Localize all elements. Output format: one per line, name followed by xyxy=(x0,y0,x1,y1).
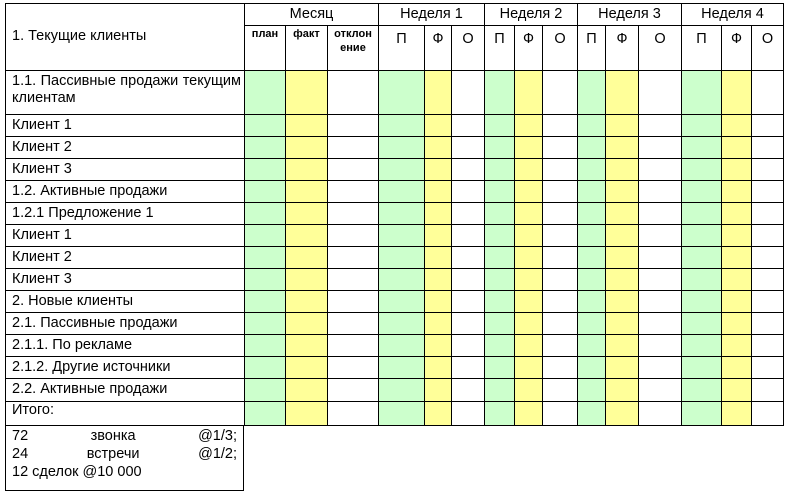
cell-week-4-fact[interactable] xyxy=(721,180,752,203)
cell-month-fact[interactable] xyxy=(285,114,328,137)
cell-month-deviation[interactable] xyxy=(327,356,379,379)
cell-week-1-deviation[interactable] xyxy=(451,70,485,115)
cell-week-3-plan[interactable] xyxy=(577,136,606,159)
cell-week-4-deviation[interactable] xyxy=(751,334,784,357)
cell-month-plan[interactable] xyxy=(244,334,286,357)
note-meetings-label: встречи xyxy=(86,446,140,463)
cell-week-4-deviation[interactable] xyxy=(751,158,784,181)
cell-week-2-deviation[interactable] xyxy=(542,224,578,247)
cell-week-3-deviation[interactable] xyxy=(638,268,682,291)
header-month: Месяц xyxy=(244,3,379,26)
cell-week-1-fact[interactable] xyxy=(424,312,452,335)
header-week-1: Неделя 1 xyxy=(378,3,485,26)
cell-week-4-plan[interactable] xyxy=(681,312,722,335)
cell-week-1-plan[interactable] xyxy=(378,334,425,357)
cell-week-4-plan[interactable] xyxy=(681,180,722,203)
cell-week-3-plan[interactable] xyxy=(577,378,606,402)
cell-week-4-deviation[interactable] xyxy=(751,401,784,426)
cell-week-2-plan[interactable] xyxy=(484,158,515,181)
cell-month-plan[interactable] xyxy=(244,246,286,269)
cell-week-2-plan[interactable] xyxy=(484,246,515,269)
note-meetings-count: 24 xyxy=(12,446,29,463)
cell-week-4-deviation[interactable] xyxy=(751,180,784,203)
cell-week-4-plan[interactable] xyxy=(681,268,722,291)
cell-week-1-fact[interactable] xyxy=(424,290,452,313)
cell-week-2-fact[interactable] xyxy=(514,312,543,335)
cell-week-3-plan[interactable] xyxy=(577,312,606,335)
cell-week-3-deviation[interactable] xyxy=(638,202,682,225)
cell-month-fact[interactable] xyxy=(285,202,328,225)
cell-week-4-deviation[interactable] xyxy=(751,224,784,247)
cell-week-3-deviation[interactable] xyxy=(638,114,682,137)
cell-month-deviation[interactable] xyxy=(327,334,379,357)
cell-week-4-fact[interactable] xyxy=(721,378,752,402)
cell-week-2-deviation[interactable] xyxy=(542,268,578,291)
cell-week-3-plan[interactable] xyxy=(577,268,606,291)
row-label: 1.2. Активные продажи xyxy=(5,180,245,203)
header-week-2: Неделя 2 xyxy=(484,3,578,26)
cell-month-fact[interactable] xyxy=(285,70,328,115)
cell-week-2-fact[interactable] xyxy=(514,70,543,115)
cell-week-1-plan[interactable] xyxy=(378,401,425,426)
row-label: Клиент 3 xyxy=(5,158,245,181)
cell-week-2-plan[interactable] xyxy=(484,356,515,379)
cell-month-plan[interactable] xyxy=(244,224,286,247)
row-label: Клиент 1 xyxy=(5,114,245,137)
cell-week-4-deviation[interactable] xyxy=(751,136,784,159)
header-week-3: Неделя 3 xyxy=(577,3,682,26)
cell-week-1-fact[interactable] xyxy=(424,378,452,402)
cell-week-4-deviation[interactable] xyxy=(751,312,784,335)
cell-week-2-fact[interactable] xyxy=(514,268,543,291)
cell-week-2-plan[interactable] xyxy=(484,180,515,203)
cell-week-2-plan[interactable] xyxy=(484,70,515,115)
cell-month-plan[interactable] xyxy=(244,268,286,291)
row-label: 1.2.1 Предложение 1 xyxy=(5,202,245,225)
cell-week-2-fact[interactable] xyxy=(514,246,543,269)
cell-week-2-deviation[interactable] xyxy=(542,356,578,379)
cell-month-deviation[interactable] xyxy=(327,246,379,269)
cell-week-4-fact[interactable] xyxy=(721,114,752,137)
cell-month-deviation[interactable] xyxy=(327,290,379,313)
cell-week-3-fact[interactable] xyxy=(605,202,639,225)
cell-week-3-deviation[interactable] xyxy=(638,224,682,247)
cell-month-deviation[interactable] xyxy=(327,312,379,335)
note-meetings-rate: @1/2; xyxy=(198,446,237,463)
cell-week-4-deviation[interactable] xyxy=(751,356,784,379)
note-calls-count: 72 xyxy=(12,428,29,444)
sales-plan-table xyxy=(5,3,783,491)
cell-week-4-deviation[interactable] xyxy=(751,202,784,225)
cell-week-3-plan[interactable] xyxy=(577,334,606,357)
cell-week-3-deviation[interactable] xyxy=(638,70,682,115)
cell-week-2-deviation[interactable] xyxy=(542,202,578,225)
cell-month-deviation[interactable] xyxy=(327,378,379,402)
cell-week-3-fact[interactable] xyxy=(605,312,639,335)
header-week-4: Неделя 4 xyxy=(681,3,784,26)
cell-week-3-plan[interactable] xyxy=(577,70,606,115)
subheader-week-3-deviation: О xyxy=(638,25,682,71)
subheader-week-3-plan: П xyxy=(577,25,606,71)
cell-week-3-deviation[interactable] xyxy=(638,180,682,203)
cell-week-3-deviation[interactable] xyxy=(638,356,682,379)
cell-month-plan[interactable] xyxy=(244,114,286,137)
subheader-week-4-deviation: О xyxy=(751,25,784,71)
cell-week-3-plan[interactable] xyxy=(577,180,606,203)
row-label: 1.1. Пассивные продажи текущим клиентам xyxy=(5,70,245,115)
cell-week-3-fact[interactable] xyxy=(605,378,639,402)
cell-week-3-plan[interactable] xyxy=(577,158,606,181)
cell-month-plan[interactable] xyxy=(244,158,286,181)
cell-week-2-plan[interactable] xyxy=(484,136,515,159)
cell-month-fact[interactable] xyxy=(285,268,328,291)
subheader-week-4-plan: П xyxy=(681,25,722,71)
cell-week-1-plan[interactable] xyxy=(378,290,425,313)
cell-week-3-fact[interactable] xyxy=(605,246,639,269)
cell-week-4-fact[interactable] xyxy=(721,290,752,313)
cell-week-4-fact[interactable] xyxy=(721,356,752,379)
cell-week-2-plan[interactable] xyxy=(484,268,515,291)
cell-week-3-deviation[interactable] xyxy=(638,334,682,357)
cell-week-1-deviation[interactable] xyxy=(451,158,485,181)
note-calls-label: звонка xyxy=(90,428,136,444)
cell-week-2-plan[interactable] xyxy=(484,202,515,225)
cell-week-1-fact[interactable] xyxy=(424,114,452,137)
cell-week-3-deviation[interactable] xyxy=(638,246,682,269)
cell-week-4-plan[interactable] xyxy=(681,356,722,379)
cell-week-3-deviation[interactable] xyxy=(638,290,682,313)
cell-month-fact[interactable] xyxy=(285,290,328,313)
row-label: 2. Новые клиенты xyxy=(5,290,245,313)
cell-week-2-plan[interactable] xyxy=(484,290,515,313)
cell-week-1-deviation[interactable] xyxy=(451,224,485,247)
cell-week-1-deviation[interactable] xyxy=(451,268,485,291)
cell-week-2-deviation[interactable] xyxy=(542,334,578,357)
cell-week-4-deviation[interactable] xyxy=(751,70,784,115)
cell-month-fact[interactable] xyxy=(285,334,328,357)
cell-month-deviation[interactable] xyxy=(327,401,379,426)
cell-week-4-deviation[interactable] xyxy=(751,246,784,269)
cell-week-4-plan[interactable] xyxy=(681,202,722,225)
cell-week-2-plan[interactable] xyxy=(484,334,515,357)
cell-week-4-deviation[interactable] xyxy=(751,268,784,291)
cell-week-3-plan[interactable] xyxy=(577,224,606,247)
cell-week-4-plan[interactable] xyxy=(681,378,722,402)
cell-week-4-plan[interactable] xyxy=(681,70,722,115)
cell-month-plan[interactable] xyxy=(244,180,286,203)
cell-week-4-fact[interactable] xyxy=(721,334,752,357)
row-label: Итого: xyxy=(5,401,245,426)
cell-month-plan[interactable] xyxy=(244,70,286,115)
cell-month-plan[interactable] xyxy=(244,312,286,335)
cell-week-3-deviation[interactable] xyxy=(638,312,682,335)
cell-week-4-plan[interactable] xyxy=(681,246,722,269)
subheader-month-fact: факт xyxy=(285,25,328,71)
cell-week-1-deviation[interactable] xyxy=(451,246,485,269)
cell-week-2-fact[interactable] xyxy=(514,290,543,313)
cell-week-3-plan[interactable] xyxy=(577,246,606,269)
subheader-week-2-fact: Ф xyxy=(514,25,543,71)
note-deals: 12 сделок @10 000 xyxy=(12,464,142,481)
cell-week-1-deviation[interactable] xyxy=(451,290,485,313)
cell-week-2-deviation[interactable] xyxy=(542,180,578,203)
cell-week-1-plan[interactable] xyxy=(378,246,425,269)
cell-week-1-fact[interactable] xyxy=(424,356,452,379)
cell-week-1-deviation[interactable] xyxy=(451,312,485,335)
cell-week-2-fact[interactable] xyxy=(514,202,543,225)
cell-month-deviation[interactable] xyxy=(327,202,379,225)
cell-month-deviation[interactable] xyxy=(327,136,379,159)
cell-week-1-fact[interactable] xyxy=(424,136,452,159)
note-calls-rate: @1/3; xyxy=(198,428,237,444)
note-line-meetings xyxy=(12,445,237,463)
cell-week-3-fact[interactable] xyxy=(605,180,639,203)
cell-week-3-fact[interactable] xyxy=(605,401,639,426)
cell-month-deviation[interactable] xyxy=(327,180,379,203)
cell-week-2-deviation[interactable] xyxy=(542,114,578,137)
cell-week-2-fact[interactable] xyxy=(514,224,543,247)
cell-month-plan[interactable] xyxy=(244,290,286,313)
cell-week-4-fact[interactable] xyxy=(721,202,752,225)
cell-week-2-fact[interactable] xyxy=(514,136,543,159)
cell-week-3-plan[interactable] xyxy=(577,356,606,379)
cell-week-2-plan[interactable] xyxy=(484,224,515,247)
cell-week-2-deviation[interactable] xyxy=(542,136,578,159)
cell-week-3-fact[interactable] xyxy=(605,70,639,115)
cell-week-3-plan[interactable] xyxy=(577,114,606,137)
cell-week-2-plan[interactable] xyxy=(484,378,515,402)
cell-week-3-fact[interactable] xyxy=(605,158,639,181)
row-label: Клиент 3 xyxy=(5,268,245,291)
cell-week-2-plan[interactable] xyxy=(484,114,515,137)
cell-week-4-plan[interactable] xyxy=(681,224,722,247)
cell-month-plan[interactable] xyxy=(244,401,286,426)
cell-week-1-fact[interactable] xyxy=(424,70,452,115)
cell-week-1-deviation[interactable] xyxy=(451,180,485,203)
targets-note xyxy=(5,425,244,491)
cell-week-4-fact[interactable] xyxy=(721,401,752,426)
cell-week-2-fact[interactable] xyxy=(514,378,543,402)
cell-week-1-fact[interactable] xyxy=(424,334,452,357)
cell-week-3-fact[interactable] xyxy=(605,334,639,357)
subheader-week-1-fact: Ф xyxy=(424,25,452,71)
subheader-week-1-deviation: О xyxy=(451,25,485,71)
cell-week-3-fact[interactable] xyxy=(605,268,639,291)
cell-week-2-deviation[interactable] xyxy=(542,312,578,335)
cell-week-1-fact[interactable] xyxy=(424,246,452,269)
header-current-clients: 1. Текущие клиенты xyxy=(5,3,245,71)
cell-week-1-plan[interactable] xyxy=(378,268,425,291)
cell-week-3-fact[interactable] xyxy=(605,136,639,159)
cell-month-plan[interactable] xyxy=(244,356,286,379)
cell-week-4-fact[interactable] xyxy=(721,224,752,247)
subheader-week-1-plan: П xyxy=(378,25,425,71)
cell-week-2-plan[interactable] xyxy=(484,401,515,426)
cell-month-fact[interactable] xyxy=(285,180,328,203)
cell-week-1-fact[interactable] xyxy=(424,202,452,225)
cell-week-2-plan[interactable] xyxy=(484,312,515,335)
note-line-deals xyxy=(12,463,237,481)
cell-week-4-plan[interactable] xyxy=(681,136,722,159)
cell-week-1-deviation[interactable] xyxy=(451,136,485,159)
subheader-month-plan: план xyxy=(244,25,286,71)
cell-month-fact[interactable] xyxy=(285,378,328,402)
cell-week-1-plan[interactable] xyxy=(378,114,425,137)
cell-week-1-plan[interactable] xyxy=(378,136,425,159)
cell-month-plan[interactable] xyxy=(244,378,286,402)
cell-month-fact[interactable] xyxy=(285,356,328,379)
cell-week-4-fact[interactable] xyxy=(721,158,752,181)
cell-week-1-fact[interactable] xyxy=(424,401,452,426)
subheader-month-deviation: отклон ение xyxy=(327,25,379,71)
cell-week-4-plan[interactable] xyxy=(681,290,722,313)
cell-week-3-plan[interactable] xyxy=(577,401,606,426)
cell-week-1-plan[interactable] xyxy=(378,202,425,225)
cell-week-1-plan[interactable] xyxy=(378,224,425,247)
cell-week-2-fact[interactable] xyxy=(514,401,543,426)
cell-week-4-plan[interactable] xyxy=(681,158,722,181)
cell-week-1-deviation[interactable] xyxy=(451,202,485,225)
cell-week-2-fact[interactable] xyxy=(514,158,543,181)
cell-week-2-deviation[interactable] xyxy=(542,401,578,426)
cell-week-1-deviation[interactable] xyxy=(451,401,485,426)
cell-month-plan[interactable] xyxy=(244,202,286,225)
cell-week-1-fact[interactable] xyxy=(424,224,452,247)
cell-week-3-plan[interactable] xyxy=(577,202,606,225)
cell-week-2-deviation[interactable] xyxy=(542,378,578,402)
cell-week-2-deviation[interactable] xyxy=(542,70,578,115)
cell-week-3-deviation[interactable] xyxy=(638,401,682,426)
subheader-week-2-deviation: О xyxy=(542,25,578,71)
cell-month-deviation[interactable] xyxy=(327,158,379,181)
cell-week-4-fact[interactable] xyxy=(721,312,752,335)
note-line-calls xyxy=(12,427,237,445)
cell-week-2-deviation[interactable] xyxy=(542,290,578,313)
cell-week-4-deviation[interactable] xyxy=(751,290,784,313)
cell-week-3-deviation[interactable] xyxy=(638,136,682,159)
cell-month-deviation[interactable] xyxy=(327,224,379,247)
cell-month-fact[interactable] xyxy=(285,136,328,159)
row-label: Клиент 1 xyxy=(5,224,245,247)
cell-month-deviation[interactable] xyxy=(327,70,379,115)
row-label: 2.2. Активные продажи xyxy=(5,378,245,402)
cell-month-fact[interactable] xyxy=(285,312,328,335)
cell-week-4-fact[interactable] xyxy=(721,246,752,269)
row-label: Клиент 2 xyxy=(5,136,245,159)
cell-week-3-plan[interactable] xyxy=(577,290,606,313)
cell-week-1-fact[interactable] xyxy=(424,268,452,291)
row-label: 2.1.2. Другие источники xyxy=(5,356,245,379)
row-label: 2.1.1. По рекламе xyxy=(5,334,245,357)
cell-week-1-deviation[interactable] xyxy=(451,378,485,402)
cell-week-2-fact[interactable] xyxy=(514,180,543,203)
subheader-week-4-fact: Ф xyxy=(721,25,752,71)
cell-week-3-fact[interactable] xyxy=(605,224,639,247)
cell-week-1-plan[interactable] xyxy=(378,158,425,181)
row-label: 2.1. Пассивные продажи xyxy=(5,312,245,335)
cell-week-3-deviation[interactable] xyxy=(638,158,682,181)
cell-week-4-deviation[interactable] xyxy=(751,114,784,137)
cell-month-fact[interactable] xyxy=(285,246,328,269)
cell-week-4-fact[interactable] xyxy=(721,70,752,115)
cell-week-1-deviation[interactable] xyxy=(451,114,485,137)
cell-week-1-fact[interactable] xyxy=(424,180,452,203)
row-label: Клиент 2 xyxy=(5,246,245,269)
cell-month-fact[interactable] xyxy=(285,224,328,247)
cell-week-3-fact[interactable] xyxy=(605,356,639,379)
cell-week-2-deviation[interactable] xyxy=(542,246,578,269)
cell-week-4-fact[interactable] xyxy=(721,136,752,159)
cell-week-4-plan[interactable] xyxy=(681,334,722,357)
cell-week-1-plan[interactable] xyxy=(378,378,425,402)
cell-week-2-fact[interactable] xyxy=(514,334,543,357)
cell-week-2-deviation[interactable] xyxy=(542,158,578,181)
cell-week-2-fact[interactable] xyxy=(514,356,543,379)
cell-week-4-fact[interactable] xyxy=(721,268,752,291)
cell-week-1-plan[interactable] xyxy=(378,312,425,335)
subheader-week-3-fact: Ф xyxy=(605,25,639,71)
cell-month-deviation[interactable] xyxy=(327,114,379,137)
cell-week-1-fact[interactable] xyxy=(424,158,452,181)
cell-month-fact[interactable] xyxy=(285,158,328,181)
cell-week-3-fact[interactable] xyxy=(605,290,639,313)
cell-week-3-deviation[interactable] xyxy=(638,378,682,402)
cell-month-fact[interactable] xyxy=(285,401,328,426)
cell-week-1-deviation[interactable] xyxy=(451,334,485,357)
cell-week-4-deviation[interactable] xyxy=(751,378,784,402)
cell-week-4-plan[interactable] xyxy=(681,114,722,137)
cell-week-1-plan[interactable] xyxy=(378,180,425,203)
cell-week-2-fact[interactable] xyxy=(514,114,543,137)
cell-week-3-fact[interactable] xyxy=(605,114,639,137)
cell-month-deviation[interactable] xyxy=(327,268,379,291)
cell-week-1-deviation[interactable] xyxy=(451,356,485,379)
subheader-week-2-plan: П xyxy=(484,25,515,71)
cell-week-4-plan[interactable] xyxy=(681,401,722,426)
cell-month-plan[interactable] xyxy=(244,136,286,159)
cell-week-1-plan[interactable] xyxy=(378,70,425,115)
cell-week-1-plan[interactable] xyxy=(378,356,425,379)
